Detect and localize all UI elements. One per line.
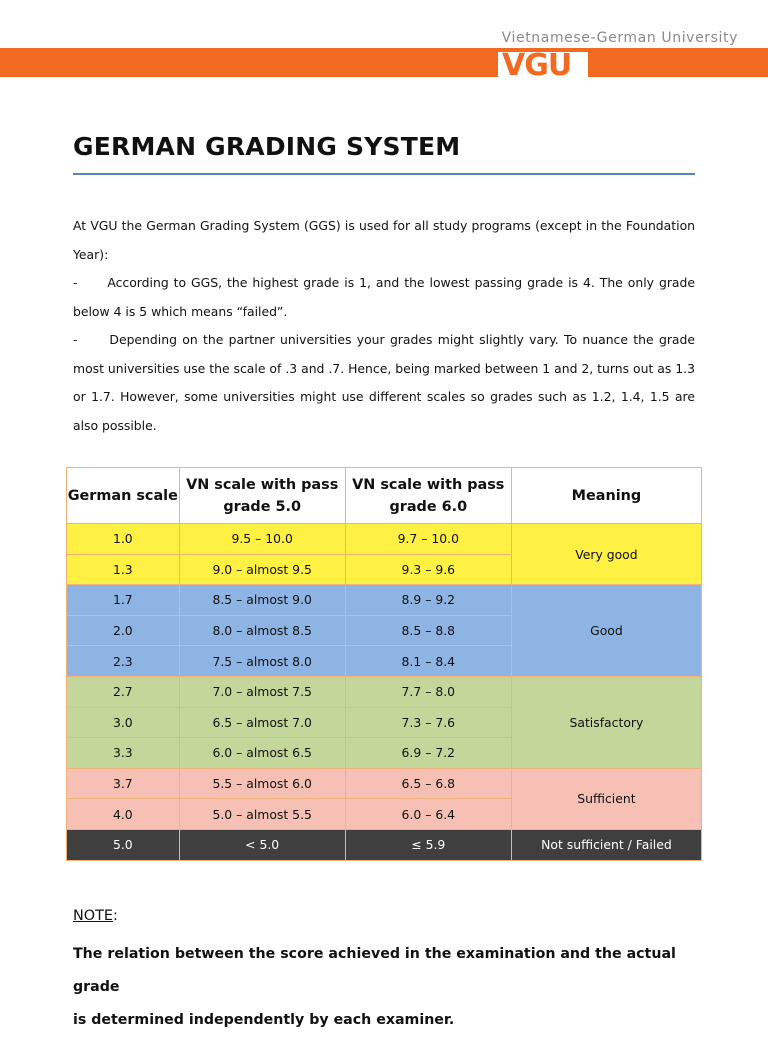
intro-paragraph: At VGU the German Grading System (GGS) is used for all study programs (except in the Foundation Year): [73, 218, 695, 262]
cell-vn6: 8.9 – 9.2 [345, 585, 511, 616]
table-row [67, 829, 702, 860]
cell-vn6: ≤ 5.9 [345, 829, 511, 860]
cell-meaning-failed: Not sufficient / Failed [511, 829, 701, 860]
table-row [67, 524, 702, 555]
cell-german: 2.0 [67, 615, 180, 646]
note-colon: : [112, 908, 118, 924]
cell-vn6: 6.9 – 7.2 [345, 738, 511, 769]
cell-german: 2.3 [67, 646, 180, 677]
cell-vn6: 8.1 – 8.4 [345, 646, 511, 677]
note-line-2: is determined independently by each examiner. [73, 1012, 455, 1028]
cell-vn6: 6.0 – 6.4 [345, 799, 511, 830]
cell-vn6: 9.3 – 9.6 [345, 554, 511, 585]
cell-meaning-good: Good [511, 585, 701, 677]
cell-vn5: 8.5 – almost 9.0 [179, 585, 345, 616]
cell-german: 1.0 [67, 524, 180, 555]
intro-bullet-1 [73, 269, 695, 326]
note-label [73, 908, 118, 924]
intro-bullet-2 [73, 326, 695, 440]
header-orange-bar [0, 48, 768, 77]
title-divider [73, 173, 695, 175]
cell-german: 3.0 [67, 707, 180, 738]
cell-vn5: 8.0 – almost 8.5 [179, 615, 345, 646]
cell-vn5: 7.0 – almost 7.5 [179, 676, 345, 707]
cell-german: 1.3 [67, 554, 180, 585]
header-meaning: Meaning [511, 468, 701, 524]
grading-table [66, 467, 702, 861]
cell-german: 3.7 [67, 768, 180, 799]
cell-vn6: 8.5 – 8.8 [345, 615, 511, 646]
cell-meaning-satisfactory: Satisfactory [511, 676, 701, 768]
cell-vn5: 5.5 – almost 6.0 [179, 768, 345, 799]
intro-text [73, 212, 695, 440]
table-row [67, 768, 702, 799]
vgu-logo-text: VGU [502, 48, 572, 83]
table-header-row [67, 468, 702, 524]
table-row [67, 585, 702, 616]
cell-vn5: 9.0 – almost 9.5 [179, 554, 345, 585]
cell-vn5: 6.5 – almost 7.0 [179, 707, 345, 738]
bullet-text: According to GGS, the highest grade is 1, and the lowest passing grade is 4. The only grade below 4 is 5 which means “failed”. [73, 275, 695, 319]
university-name: Vietnamese-German University [501, 30, 738, 46]
note-label-text: NOTE [73, 908, 113, 924]
cell-german: 3.3 [67, 738, 180, 769]
cell-vn5: 9.5 – 10.0 [179, 524, 345, 555]
cell-meaning-sufficient: Sufficient [511, 768, 701, 829]
cell-vn6: 7.3 – 7.6 [345, 707, 511, 738]
cell-vn5: 5.0 – almost 5.5 [179, 799, 345, 830]
note-text [73, 938, 713, 1037]
page-title: GERMAN GRADING SYSTEM [73, 132, 461, 161]
note-line-1: The relation between the score achieved in the examination and the actual grade [73, 946, 676, 995]
cell-vn5: 7.5 – almost 8.0 [179, 646, 345, 677]
header-vn-scale-6: VN scale with pass grade 6.0 [345, 468, 511, 524]
header-vn-scale-5: VN scale with pass grade 5.0 [179, 468, 345, 524]
cell-vn5: 6.0 – almost 6.5 [179, 738, 345, 769]
bullet-text: Depending on the partner universities your grades might slightly vary. To nuance the grade most universities use the scale of .3 and .7. Hence, being marked between 1 and 2, turns out as 1.3 or 1.7. However, some universities might use different scales so grades such as 1.2, 1.4, 1.5 are also possible. [73, 332, 695, 433]
bullet-dash: - [73, 332, 78, 347]
header-german-scale: German scale [67, 468, 180, 524]
vgu-logo [498, 48, 588, 83]
cell-vn6: 7.7 – 8.0 [345, 676, 511, 707]
cell-german: 1.7 [67, 585, 180, 616]
cell-german: 2.7 [67, 676, 180, 707]
cell-german: 4.0 [67, 799, 180, 830]
bullet-dash: - [73, 275, 78, 290]
table-row [67, 676, 702, 707]
cell-vn5: < 5.0 [179, 829, 345, 860]
cell-meaning-very-good: Very good [511, 524, 701, 585]
cell-vn6: 6.5 – 6.8 [345, 768, 511, 799]
cell-vn6: 9.7 – 10.0 [345, 524, 511, 555]
cell-german: 5.0 [67, 829, 180, 860]
